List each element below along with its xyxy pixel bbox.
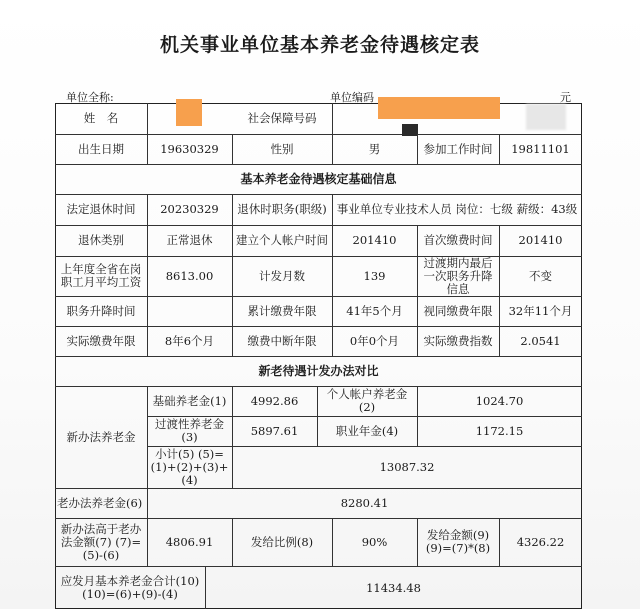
retire-type-label: 退休类别 — [78, 233, 124, 247]
personal-account-label: 个人帐户养老金(2) — [326, 387, 408, 414]
old-method-label: 老办法养老金(6) — [57, 495, 143, 510]
first-pay-label: 首次缴费时间 — [423, 233, 493, 247]
old-method-value: 8280.41 — [340, 495, 389, 510]
promo-label: 职务升降时间 — [66, 303, 136, 318]
basic-pension-label: 基础养老金(1) — [152, 393, 227, 408]
new-method-label: 新办法养老金 — [66, 429, 136, 444]
avg-wage-value: 8613.00 — [165, 268, 214, 283]
gender-value: 男 — [368, 141, 381, 156]
cum-years-value: 41年5个月 — [346, 303, 403, 318]
total-label: 应发月基本养老金合计(10) (10)=(6)+(9)-(4) — [60, 574, 200, 601]
actual-years-value: 8年6个月 — [164, 333, 215, 348]
months-label: 计发月数 — [259, 268, 305, 283]
retire-post-label: 退休时职务(职级) — [237, 202, 327, 216]
section2-title: 新老待遇计发办法对比 — [258, 363, 379, 378]
retire-time-value: 20230329 — [160, 202, 219, 216]
diff-value: 4806.91 — [165, 534, 214, 549]
section1-title: 基本养老金待遇核定基础信息 — [240, 171, 397, 186]
cum-years-label: 累计缴费年限 — [247, 303, 317, 318]
birth-label: 出生日期 — [78, 141, 124, 156]
birth-value: 19630329 — [160, 141, 219, 156]
redaction-name — [176, 99, 202, 126]
total-value: 11434.48 — [366, 580, 421, 595]
ratio-value: 90% — [361, 534, 388, 549]
account-time-label: 建立个人帐户时间 — [236, 233, 328, 247]
deemed-years-value: 32年11个月 — [508, 303, 573, 318]
redaction-ssn — [378, 97, 500, 119]
work-start-value: 19811101 — [511, 141, 570, 156]
gender-label: 性别 — [270, 141, 294, 156]
transition-value: 不变 — [529, 268, 552, 283]
occupational-value: 1172.15 — [475, 423, 524, 438]
promo-value — [147, 296, 232, 326]
unit-currency: 元 — [560, 91, 571, 104]
retire-type-value: 正常退休 — [166, 233, 213, 247]
retire-post-value: 事业单位专业技术人员 岗位：七级 薪级：43级 — [336, 202, 578, 216]
subtotal-label: 小计(5) (5)=(1)+(2)+(3)+(4) — [150, 446, 229, 487]
work-start-label: 参加工作时间 — [423, 141, 493, 156]
interrupt-label: 缴费中断年限 — [247, 333, 317, 348]
pay-amount-value: 4326.22 — [516, 534, 565, 549]
account-time-value: 201410 — [352, 233, 397, 247]
pay-amount-label: 发给金额(9) (9)=(7)*(8) — [425, 528, 491, 555]
diff-label: 新办法高于老办法金额(7) (7)=(5)-(6) — [60, 521, 142, 562]
unit-code-label: 单位编码 — [330, 91, 374, 104]
ratio-label: 发给比例(8) — [250, 534, 314, 549]
actual-years-label: 实际缴费年限 — [66, 333, 136, 348]
deemed-years-label: 视同缴费年限 — [423, 303, 493, 318]
unit-name-label: 单位全称: — [66, 91, 114, 104]
index-value: 2.0541 — [520, 333, 561, 348]
subtotal-value: 13087.32 — [379, 459, 435, 474]
first-pay-value: 201410 — [518, 233, 563, 247]
redaction-blur — [526, 104, 566, 130]
transitional-value: 5897.61 — [250, 423, 299, 438]
months-value: 139 — [363, 268, 386, 283]
transition-label: 过渡期内最后一次职务升降信息 — [423, 255, 493, 296]
document-title: 机关事业单位基本养老金待遇核定表 — [159, 34, 480, 56]
transitional-label: 过渡性养老金(3) — [155, 417, 224, 444]
name-label: 姓 名 — [83, 111, 119, 125]
occupational-label: 职业年金(4) — [335, 423, 399, 438]
basic-pension-value: 4992.86 — [250, 393, 299, 408]
personal-account-value: 1024.70 — [475, 393, 524, 408]
ssn-label: 社会保障号码 — [247, 111, 317, 125]
index-label: 实际缴费指数 — [423, 333, 493, 348]
retire-time-label: 法定退休时间 — [66, 202, 136, 216]
interrupt-value: 0年0个月 — [349, 333, 400, 348]
avg-wage-label: 上年度全省在岗职工月平均工资 — [60, 262, 142, 289]
